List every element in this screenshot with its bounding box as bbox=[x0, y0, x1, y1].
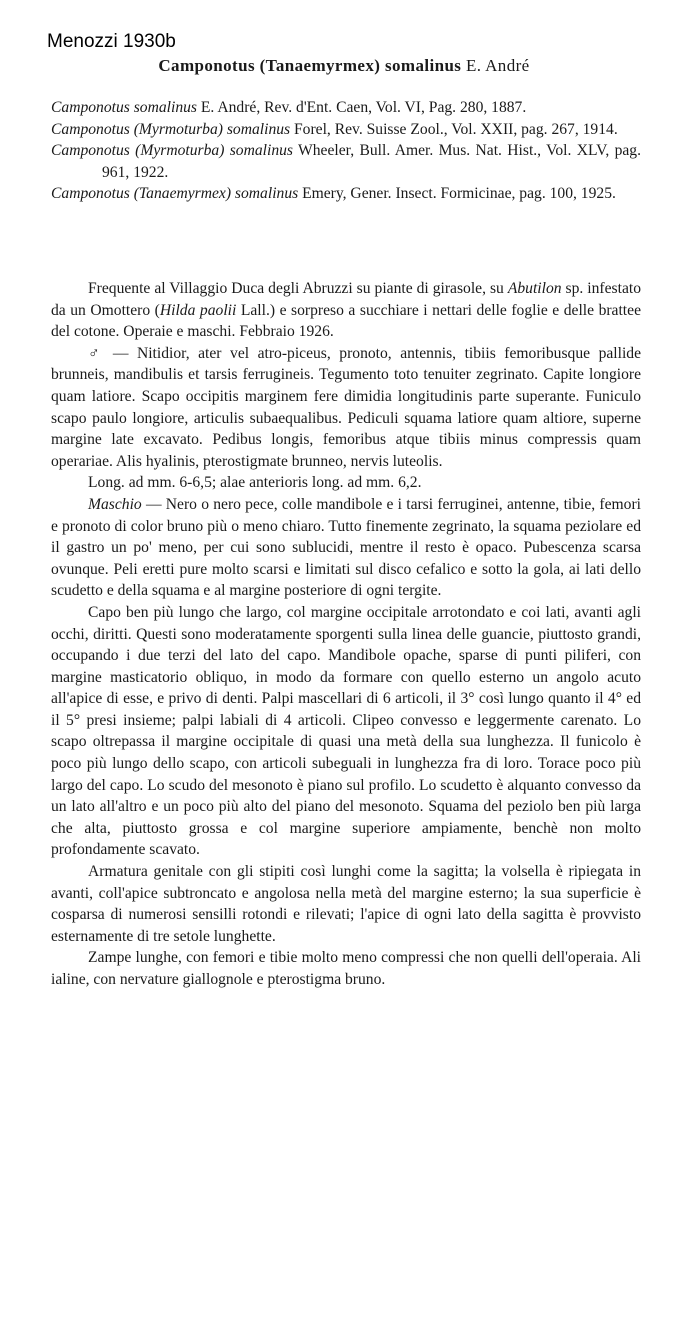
taxon-name: Camponotus somalinus bbox=[51, 99, 197, 116]
reference-text: Wheeler, Bull. Amer. Mus. Nat. Hist., Vol. XLV, pag. 961, 1922. bbox=[102, 142, 641, 181]
male-symbol-icon: ♂ bbox=[88, 344, 105, 362]
taxon-name: Camponotus (Tanaemyrmex) somalinus bbox=[51, 185, 299, 203]
paragraph-male-description: Maschio — Nero o nero pece, colle mandibole e i tarsi ferruginei, antenne, tibie, femori e pronoto di color bruno più o meno chiaro. Tutto finemente zegrinato, la squama peziolare ed il gastro un po' meno, per cui sono sublucidi, mentre il resto è opaco. Pubescenza scarsa ovunque. Peli eretti pure molto scarsi e limitati sul disco cefalico e sotto la gola, ai lati dello scudetto e della squama e al margine posteriore di ogni tergite. bbox=[51, 495, 641, 600]
synonymy-list bbox=[51, 97, 641, 205]
species-author: E. André bbox=[465, 56, 530, 75]
insect-species: Hilda paolii bbox=[159, 301, 237, 319]
synonymy-entry bbox=[51, 183, 641, 205]
paragraph-latin-diagnosis: ♂ — Nitidior, ater vel atro-piceus, pronoto, antennis, tibiis femoribusque pallide brunneis, mandibulis et tarsis ferrugineis. Tegumento toto tenuiter zegrinato. Capite longiore quam latiore. Scapo occipitis marginem fere dimidia longitudinis parte superante. Funiculo scapo paulo longiore, articulis subaequalibus. Pediculi squama latiore quam altiore, superne margine late excavato. Pedibus longis, femoribus atque tibiis minus compressis quam operariae. Alis hyalinis, pterostigmate brunneo, nervis luteolis. bbox=[51, 344, 641, 470]
reference-text: Forel, Rev. Suisse Zool., Vol. XXII, pag. 267, 1914. bbox=[290, 120, 618, 138]
reference-text: Emery, Gener. Insect. Formicinae, pag. 100, 1925. bbox=[298, 185, 616, 203]
paragraph-legs-wings: Zampe lunghe, con femori e tibie molto meno compressi che non quelli dell'operaia. Ali ialine, con nervature giallognole e pterostigma bruno. bbox=[51, 949, 641, 988]
body-text bbox=[51, 278, 641, 991]
paragraph-genitalia: Armatura genitale con gli stipiti così lunghi come la sagitta; la volsella è ripiegata in avanti, coll'apice subtroncato e angolosa nella metà del margine esterno; la sua superficie è cosparsa di numerosi sensilli rotondi e rilevati; l'apice di ogni lato della sagitta è provvisto esternamente di tre setole lunghette. bbox=[51, 863, 641, 945]
synonymy-entry bbox=[51, 119, 641, 141]
plant-genus: Abutilon bbox=[507, 280, 562, 297]
taxon-name: Camponotus (Myrmoturba) somalinus bbox=[51, 142, 293, 160]
species-name: Camponotus (Tanaemyrmex) somalinus bbox=[158, 56, 462, 75]
maschio-label: Maschio bbox=[88, 495, 142, 513]
reference-text: E. André, Rev. d'Ent. Caen, Vol. VI, Pag. 280, 1887. bbox=[197, 99, 527, 116]
synonymy-entry bbox=[51, 140, 641, 183]
taxon-name: Camponotus (Myrmoturba) somalinus bbox=[51, 120, 291, 138]
paragraph-habitat: Frequente al Villaggio Duca degli Abruzzi su piante di girasole, su Abutilon sp. infestato da un Omottero (Hilda paolii Lall.) e sorpreso a succhiare i nettari delle foglie e delle brattee del cotone. Operaie e maschi. Febbraio 1926. bbox=[51, 280, 641, 341]
paragraph-head: Capo ben più lungo che largo, col margine occipitale arrotondato e coi lati, avanti agli occhi, diritti. Questi sono moderatamente sporgenti sulla linea delle guancie, piuttosto grandi, occupando i due terzi del lato del capo. Mandibole opache, sparse di punti piliferi, con margine masticatorio obliquo, in modo da formare con quello esterno un angolo acuto all'apice di esse, e privo di denti. Palpi mascellari di 6 articoli, il 3° così lungo quanto il 4° ed il 5° presi insieme; palpi labiali di 4 articoli. Clipeo convesso e leggermente carenato. Lo scapo oltrepassa il margine occipitale di quasi una metà della sua lunghezza. Il funicolo è poco più lungo dello scapo, con articoli subeguali in lunghezza fra di loro. Torace poco più largo del capo. Lo scudo del mesonoto è piano sul profilo. Lo scudetto è alquanto convesso da un lato all'altro e un poco più alto del piano del mesonoto. Squama del peziolo ben più larga che alta, piuttosto grossa e col margine superiore ampiamente, benchè non molto profondamente scavato. bbox=[51, 603, 641, 859]
paragraph-measurements: Long. ad mm. 6-6,5; alae anterioris long. ad mm. 6,2. bbox=[88, 474, 422, 492]
citation-caption: Menozzi 1930b bbox=[47, 31, 176, 52]
species-heading bbox=[0, 56, 688, 76]
synonymy-entry bbox=[51, 97, 641, 119]
